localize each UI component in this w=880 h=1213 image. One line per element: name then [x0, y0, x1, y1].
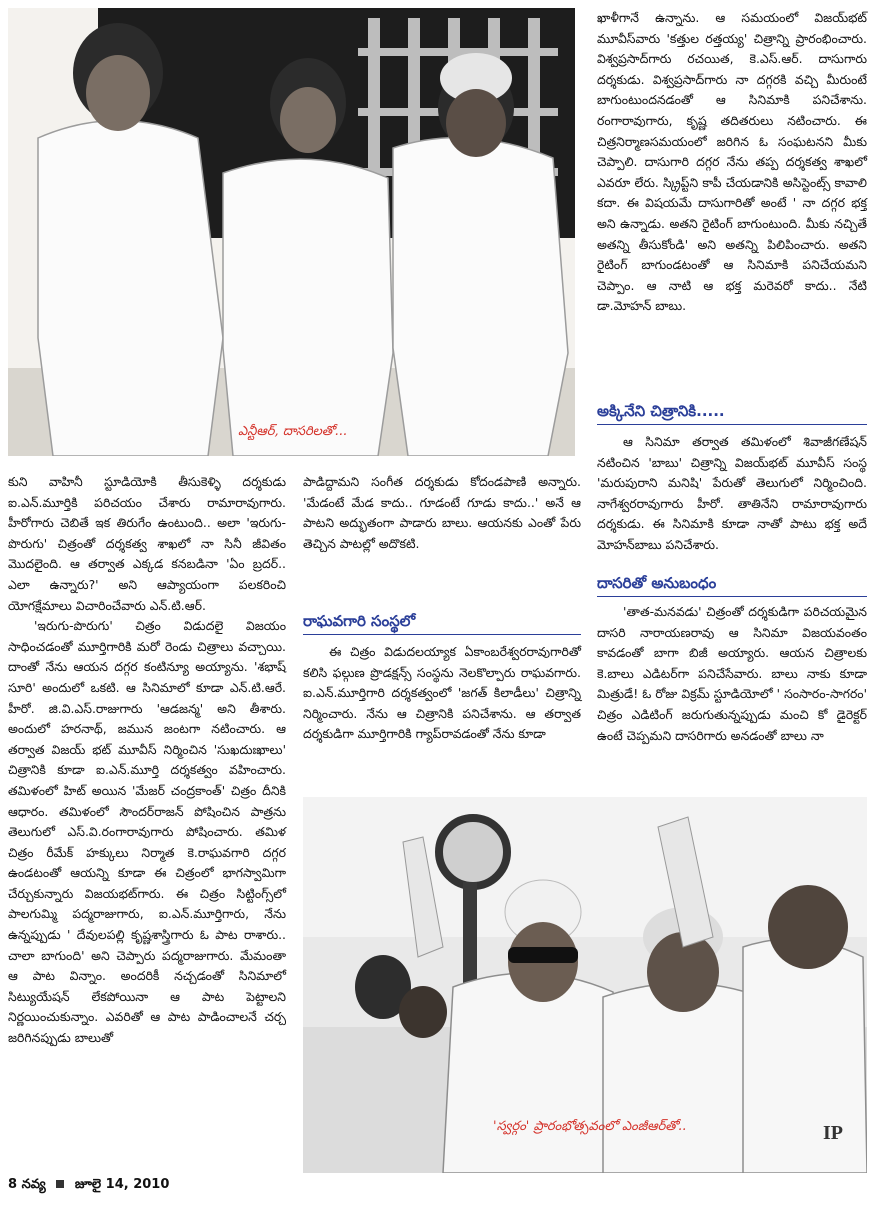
issue-date: జూలై 14, 2010 [74, 1177, 170, 1192]
heading-text: దాసరితో అనుబంధం [597, 574, 717, 592]
paragraph: 'తాత-మనవడు' చిత్రంతో దర్శకుడిగా పరిచయమైన దాసరి నారాయణరావు ఆ సినిమా విజయవంతం కావడంతో బాగా బిజీ అయ్యారు. ఆయన చిత్రాలకు కె.బాలు ఎడిటర్‌గా పనిచేసేవారు. బాలు నాకు కూడా మిత్రుడే! ఓ రోజు విక్రమ్ స్టూడియోలో ' సంసారం-సాగరం' చిత్రం ఎడిటింగ్ జరుగుతున్నప్పుడు మంచి కో డైరెక్టర్ ఉంటే చెప్పమని దాసరిగారు అనడంతో బాలు నా [597, 604, 867, 743]
heading-text: అక్కినేని చిత్రానికి..... [597, 402, 725, 420]
article-col-right-dasari [597, 602, 867, 746]
paragraph: ఈ చిత్రం విడుదలయ్యాక ఏకాంబరేశ్వరరావుగారితో కలిసి ఫల్గుణ ప్రొడక్షన్స్ సంస్థను నెలకొల్పారు రాఘవగారు. ఐ.ఎన్.మూర్తిగారి దర్శకత్వంలో 'జగత్ కిలాడీలు' చిత్రాన్ని నిర్మించారు. నేను ఆ చిత్రానికి పనిచేశాను. ఆ తర్వాత దర్శకుడిగా మూర్తిగారికి గ్యాప్‌రావడంతో నేను కూడా [303, 644, 581, 742]
section-heading-dasari [597, 572, 867, 597]
paragraph: 'ఇరుగు-పొరుగు' చిత్రం విడుదలై విజయం సాధించడంతో మూర్తిగారికి మరో రెండు చిత్రాలు వచ్చాయి. దాంతో నేను ఆయన దగ్గర కంటిన్యూ అయ్యాను. 'శభాష్ సూరి' అందులో ఒకటి. ఆ సినిమాలో కూడా ఎన్.టి.ఆరే. హీరో. జి.వి.ఎస్.రాజుగారు 'ఆడజన్మ' అని తీశారు. అందులో హరనాథ్, జమున జంటగా నటించారు. ఆ తర్వాత విజయ్ భట్ మూవీస్ నిర్మించిన 'సుఖదుఃఖాలు' చిత్రానికి కూడా ఐ.ఎన్.మూర్తి దర్శకత్వం వహించారు. తమిళంలో హిట్ అయిన 'మేజర్ చంద్రకాంత్' చిత్రం దీనికి ఆధారం. తమిళంలో సౌందర్‌రాజన్ పోషించిన పాత్రను తెలుగులో ఎస్.వి.రంగారావుగారు పోషించారు. తమిళ చిత్రం రీమేక్ హక్కులు నిర్మాత కె.రాఘవగారి దగ్గర ఉండటంతో ఆయన్ని కూడా ఈ చిత్రంలో భాగస్వామిగా చేర్చుకున్నారు విజయభట్‌గారు. ఈ చిత్రం సిట్టింగ్స్‌లో పాలగుమ్మి పద్మరాజుగారు, ఐ.ఎన్.మూర్తిగారు, నేను ఉన్నప్పుడు ' దేవులపల్లి కృష్ణశాస్త్రిగారు ఓ పాట రాశారు.. చాలా బాగుంది' అని చెప్పారు పద్మరాజుగారు. మేమంతా ఆ పాట విన్నాం. అందరికీ నచ్చడంతో సినిమాలో సిట్యుయేషన్ లేకపోయినా ఆ పాట పెట్టాలని నిర్ణయించుకున్నాం. ఎవరితో ఆ పాట పాడించాలనే చర్చ జరిగినప్పుడు బాలుతో [8, 618, 286, 1046]
photo-stamp: IP [823, 1122, 843, 1144]
heading-rule [597, 596, 867, 597]
section-heading-akkineni [597, 400, 867, 425]
paragraph: పాడిద్దామని సంగీత దర్శకుడు కోదండపాణి అన్నారు. 'మేడంటే మేడ కాదు.. గూడంటే గూడు కాదు..' అనే ఆ పాటని అద్భుతంగా పాడారు బాలు. ఆయనకు ఎంతో పేరు తెచ్చిన పాటల్లో అదొకటి. [303, 474, 581, 551]
heading-rule [303, 634, 581, 635]
section-heading-raghava [303, 610, 581, 635]
photo-top [8, 8, 575, 456]
footer-separator [56, 1180, 64, 1188]
paragraph: కుని వాహినీ స్టూడియోకి తీసుకెళ్ళి దర్శకుడు ఐ.ఎన్.మూర్తికి పరిచయం చేశారు రామారావుగారు. హీరోగారు చెబితే ఇక తిరుగేం ఉంటుంది.. అలా 'ఇరుగు-పొరుగు' చిత్రంతో దర్శకత్వ శాఖలో నా సినీ జీవితం మొదలైంది. ఆ తర్వాత ఎక్కడ కనబడినా 'ఏం బ్రదర్.. ఎలా ఉన్నారు?' అని ఆప్యాయంగా పలకరించి యోగక్షేమాలు విచారించేవారు ఎన్.టి.ఆర్. [8, 474, 286, 613]
heading-rule [597, 424, 867, 425]
photo-bottom-caption: 'స్వర్గం' ప్రారంభోత్సవంలో ఎంజీఆర్‌తో.. [493, 1119, 687, 1134]
page-footer [8, 1177, 169, 1195]
page-number: 8 [8, 1177, 18, 1192]
paragraph: ఆ సినిమా తర్వాత తమిళంలో శివాజీగణేషన్ నటించిన 'బాబు' చిత్రాన్ని విజయ్‌భట్ మూవీస్ సంస్థ 'మరుపురాని మనిషి' పేరుతో తెలుగులో నిర్మించింది. నాగేశ్వరరావుగారు హీరో. తాతినేని రామారావుగారు దర్శకుడు. ఈ సినిమాకి కూడా నాతో పాటు భక్త అదే మోహన్‌బాబు పనిచేశారు. [597, 434, 867, 552]
article-col-right-akkineni [597, 432, 867, 556]
photo-bottom [303, 797, 867, 1173]
article-col-mid-raghava [303, 642, 581, 745]
magazine-name: నవ్య [21, 1177, 46, 1192]
article-col-left [8, 472, 286, 1049]
heading-text: రాఘవగారి సంస్థలో [303, 612, 416, 630]
photo-top-caption: ఎన్టీఆర్, దాసరిలతో... [238, 424, 347, 439]
article-col-right-top [597, 8, 867, 317]
article-col-mid [303, 472, 581, 554]
paragraph: ఖాళీగానే ఉన్నాను. ఆ సమయంలో విజయ్‌భట్ మూవీస్‌వారు 'కత్తుల రత్తయ్య' చిత్రాన్ని ప్రారంభించారు. విశ్వప్రసాద్‌గారు రచయిత, కె.ఎస్.ఆర్. దాసుగారు దర్శకుడు. విశ్వప్రసాద్‌గారు నా దగ్గరకి వచ్చి మీరుంటే బాగుంటుందనడంతో ఆ సినిమాకి పనిచేశాను. రంగారావుగారు, కృష్ణ తదితరులు నటించారు. ఈ చిత్రనిర్మాణసమయంలో జరిగిన ఓ సంఘటనని మీకు చెప్పాలి. దాసుగారి దగ్గర నేను తప్ప దర్శకత్వ శాఖలో ఎవరూ లేరు. స్క్రిప్ట్‌ని కాపీ చేయడానికి అసిస్టెంట్స్ కావాలి కదా. ఈ విషయమే దాసుగారితో అంటే ' నా దగ్గర భక్త అని ఉన్నాడు. అతని రైటింగ్ బాగుంటుంది. మీకు నచ్చితే అతన్ని తీసుకోండి' అని అతన్ని పిలిపించారు. అతని రైటింగ్ బాగుండటంతో ఆ సినిమాకి పనిచేయమని చెప్పాం. ఆ నాటి ఆ భక్త మరెవరో కాదు.. నేటి డా.మోహన్ బాబు. [597, 10, 867, 314]
